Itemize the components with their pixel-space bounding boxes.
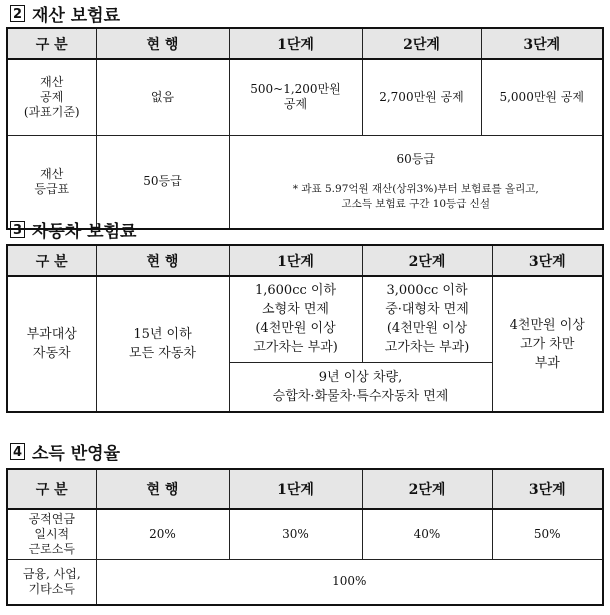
section-2-heading [10, 0, 120, 26]
section-2-number: 2 [10, 5, 25, 22]
row-label: 공적연금 일시적 근로소득 [7, 509, 96, 559]
header-stage-3: 3단계 [492, 469, 603, 509]
row-label: 금융, 사업, 기타소득 [7, 559, 96, 605]
cell-current: 50등급 [96, 135, 229, 229]
table-row [7, 59, 603, 135]
row-label: 재산 등급표 [7, 135, 96, 229]
property-premium-table [6, 27, 604, 230]
table-row [7, 276, 603, 362]
table-row [7, 559, 603, 605]
cell-stage-2: 3,000cc 이하 중·대형차 면제 (4천만원 이상 고가차는 부과) [362, 276, 492, 362]
cell-stages-merged [229, 135, 603, 229]
header-stage-2: 2단계 [362, 469, 492, 509]
header-category: 구 분 [7, 469, 96, 509]
table-row [7, 509, 603, 559]
section-4-heading [10, 438, 120, 464]
table-header-row [7, 28, 603, 59]
section-4-title: 소득 반영율 [32, 443, 121, 464]
section-3-heading [10, 216, 136, 242]
header-stage-1: 1단계 [229, 28, 362, 59]
section-3-title: 자동차 보험료 [32, 221, 137, 242]
header-category: 구 분 [7, 28, 96, 59]
cell-stage-3: 50% [492, 509, 603, 559]
income-ratio-table [6, 468, 604, 606]
table-header-row [7, 245, 603, 276]
merged-note-text: * 과표 5.97억원 재산(상위3%)부터 보험료를 올리고, 고소득 보험료 구간 10등급 신설 [292, 182, 539, 210]
row-label: 재산 공제 (과표기준) [7, 59, 96, 135]
cell-current: 15년 이하 모든 자동차 [96, 276, 229, 412]
cell-stage-1: 500~1,200만원 공제 [229, 59, 362, 135]
vehicle-premium-table [6, 244, 604, 413]
header-stage-3: 3단계 [481, 28, 603, 59]
cell-stage-1: 30% [229, 509, 362, 559]
header-stage-1: 1단계 [229, 245, 362, 276]
cell-stage-3: 5,000만원 공제 [481, 59, 603, 135]
cell-current: 20% [96, 509, 229, 559]
section-4-number: 4 [10, 443, 25, 460]
merged-main-text: 60등급 [396, 151, 435, 166]
header-stage-3: 3단계 [492, 245, 603, 276]
header-current: 현 행 [96, 28, 229, 59]
table-row [7, 135, 603, 229]
header-stage-1: 1단계 [229, 469, 362, 509]
cell-merged-all: 100% [96, 559, 603, 605]
row-label: 부과대상 자동차 [7, 276, 96, 412]
section-2-title: 재산 보험료 [32, 5, 121, 26]
cell-stage-2: 40% [362, 509, 492, 559]
cell-stage-1: 1,600cc 이하 소형차 면제 (4천만원 이상 고가차는 부과) [229, 276, 362, 362]
header-stage-2: 2단계 [362, 28, 481, 59]
cell-stage-1-2-merged: 9년 이상 차량, 승합차·화물차·특수자동차 면제 [229, 362, 492, 412]
cell-current: 없음 [96, 59, 229, 135]
header-stage-2: 2단계 [362, 245, 492, 276]
header-category: 구 분 [7, 245, 96, 276]
section-3-number: 3 [10, 221, 25, 238]
cell-stage-2: 2,700만원 공제 [362, 59, 481, 135]
cell-stage-3: 4천만원 이상 고가 차만 부과 [492, 276, 603, 412]
header-current: 현 행 [96, 469, 229, 509]
table-header-row [7, 469, 603, 509]
header-current: 현 행 [96, 245, 229, 276]
